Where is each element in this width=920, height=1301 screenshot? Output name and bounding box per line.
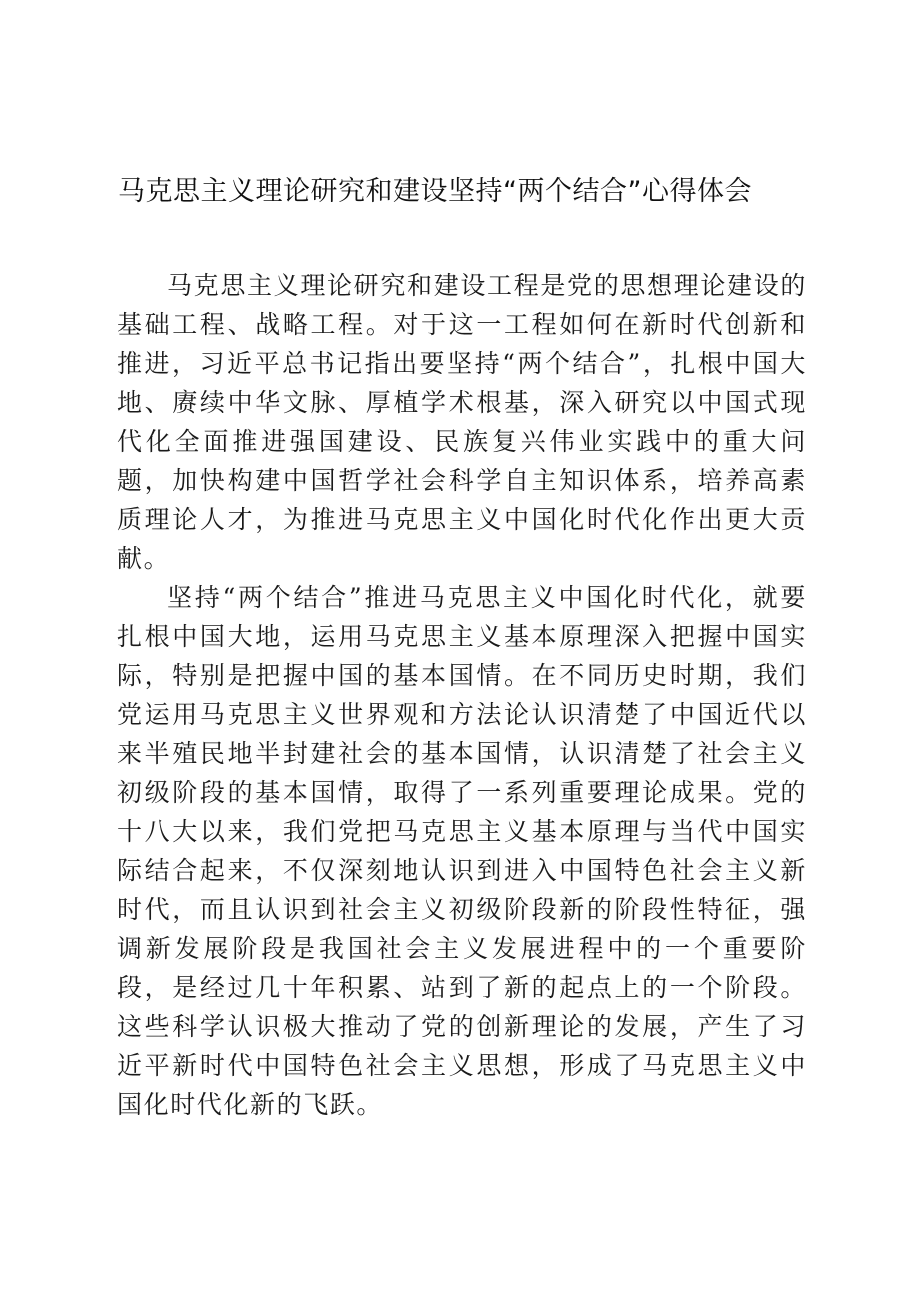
- document-title: 马克思主义理论研究和建设坚持“两个结合”心得体会: [118, 176, 752, 207]
- paragraph-1: 马克思主义理论研究和建设工程是党的思想理论建设的基础工程、战略工程。对于这一工程如何在新时代创新和推进，习近平总书记指出要坚持“两个结合”，扎根中国大地、赓续中华文脉、厚植学术根基，深入研究以中国式现代化全面推进强国建设、民族复兴伟业实践中的重大问题，加快构建中国哲学社会科学自主知识体系，培养高素质理论人才，为推进马克思主义中国化时代化作出更大贡献。: [117, 271, 807, 573]
- paragraph-2: 坚持“两个结合”推进马克思主义中国化时代化，就要扎根中国大地，运用马克思主义基本原理深入把握中国实际，特别是把握中国的基本国情。在不同历史时期，我们党运用马克思主义世界观和方法论认识清楚了中国近代以来半殖民地半封建社会的基本国情，认识清楚了社会主义初级阶段的基本国情，取得了一系列重要理论成果。党的十八大以来，我们党把马克思主义基本原理与当代中国实际结合起来，不仅深刻地认识到进入中国特色社会主义新时代，而且认识到社会主义初级阶段新的阶段性特征，强调新发展阶段是我国社会主义发展进程中的一个重要阶段，是经过几十年积累、站到了新的起点上的一个阶段。这些科学认识极大推动了党的创新理论的发展，产生了习近平新时代中国特色社会主义思想，形成了马克思主义中国化时代化新的飞跃。: [117, 583, 807, 1119]
- document-body: [117, 266, 807, 1124]
